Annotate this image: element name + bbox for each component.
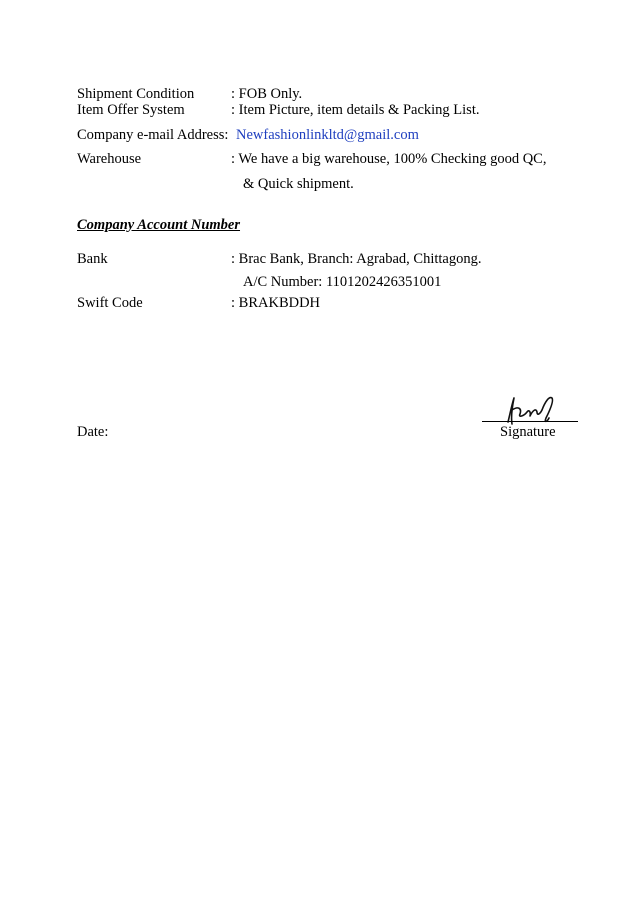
- item-offer-system-label: Item Offer System: [77, 102, 185, 118]
- signature-line: [482, 421, 578, 422]
- warehouse-value: : We have a big warehouse, 100% Checking good QC,: [231, 151, 547, 167]
- bank-value: : Brac Bank, Branch: Agrabad, Chittagong.: [231, 251, 482, 267]
- account-number-value: A/C Number: 1101202426351001: [243, 274, 442, 290]
- warehouse-value-continued: & Quick shipment.: [243, 176, 354, 192]
- swift-code-value: : BRAKBDDH: [231, 295, 321, 311]
- handwritten-signature: [500, 392, 560, 428]
- company-email-link[interactable]: Newfashionlinkltd@gmail.com: [236, 127, 419, 143]
- shipment-condition-label: Shipment Condition: [77, 86, 195, 102]
- shipment-condition-value: : FOB Only.: [231, 86, 303, 102]
- signature-label: Signature: [500, 424, 556, 440]
- bank-label: Bank: [77, 251, 108, 267]
- company-email-label: Company e-mail Address:: [77, 127, 229, 143]
- warehouse-label: Warehouse: [77, 151, 142, 167]
- swift-code-label: Swift Code: [77, 295, 143, 311]
- company-account-heading: Company Account Number: [77, 217, 241, 233]
- date-label: Date:: [77, 424, 109, 440]
- item-offer-system-value: : Item Picture, item details & Packing List.: [231, 102, 480, 118]
